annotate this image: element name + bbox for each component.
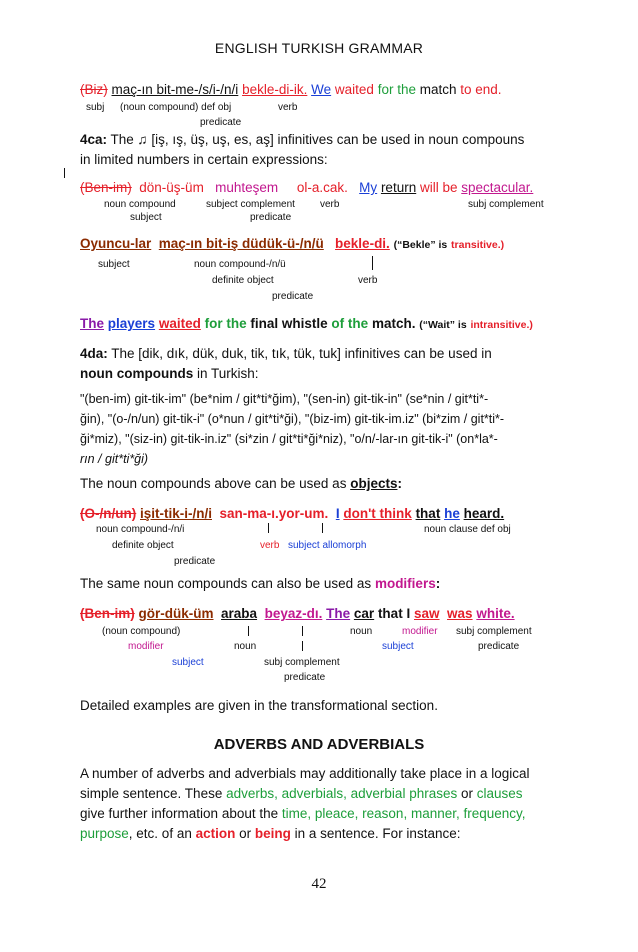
ex1-en-for: for the <box>377 82 416 97</box>
p4da-line4: ğin), "(o-/n/un) git-tik-i" (o*nun / git*ti*ği), "(biz-im) git-tik-im.iz" (bi*zim / git*ti*- <box>80 412 505 426</box>
ex3-bekle: bekle-di. <box>335 236 390 251</box>
ex2-ben: (Ben-im) <box>80 180 132 195</box>
ex6-label-sc2: subj complement <box>264 657 340 668</box>
ex6-beyaz: beyaz-dı. <box>264 606 323 621</box>
p4da-line6: rın / git*ti*ği) <box>80 452 149 466</box>
p4da-line5: ği*miz), "(siz-in) git-tik-in.iz" (si*zin / git*ti*ği*niz), "o/n/-lar-ın git-tik-i" (on*la*- <box>80 432 498 446</box>
example-6-sentence <box>80 606 515 621</box>
modifiers-word: modifiers <box>374 576 436 591</box>
ex6-the: The <box>326 606 351 621</box>
ex5-that: that <box>415 506 441 521</box>
ex2-muh: muhteşem <box>215 180 279 195</box>
objects-line <box>80 476 402 491</box>
ex4-for: for the <box>204 316 247 331</box>
adv-l4b: , etc. of an <box>128 826 196 841</box>
ex5-dont: don't think <box>343 506 412 521</box>
ex5-san: san-ma-ı.yor-um. <box>219 506 329 521</box>
ex1-en-match: match <box>419 82 457 97</box>
ex4-waited: waited <box>158 316 201 331</box>
section-title: ADVERBS AND ADVERBIALS <box>213 736 425 753</box>
p4ca-line2: in limited numbers in certain expressions: <box>80 152 328 167</box>
objects-word: objects <box>350 476 398 491</box>
ex3-label-subj: subject <box>98 259 130 270</box>
modifiers-colon: : <box>435 576 441 591</box>
example-5-sentence <box>80 506 504 521</box>
ex6-car: car <box>353 606 375 621</box>
p4da-label: 4da: <box>80 346 108 361</box>
ex6-that: that <box>377 606 403 621</box>
ex6-label-sc: subj complement <box>456 626 532 637</box>
ex6-saw: saw <box>413 606 440 621</box>
modifiers-line <box>80 576 440 591</box>
ex6-araba: araba <box>221 606 258 621</box>
adv-l4a: purpose <box>80 826 129 841</box>
p4da-l2b: noun compounds <box>80 366 194 381</box>
ex1-label-subj: subj <box>86 102 105 113</box>
ex5-label-sa: subject allomorph <box>288 540 367 551</box>
adv-l2c: or <box>457 786 477 801</box>
adv-line3 <box>80 806 526 821</box>
ex5-heard: heard. <box>463 506 505 521</box>
ex2-label-nc: noun compound <box>104 199 176 210</box>
objects-text: The noun compounds above can be used as <box>80 476 351 491</box>
ex6-separator-1 <box>248 626 249 636</box>
p4da-l1: The [dik, dık, dük, duk, tik, tık, tük, tuk] infinitives can be used in <box>111 346 492 361</box>
objects-colon: : <box>397 476 402 491</box>
ex5-o: (O-/n/un) <box>80 506 137 521</box>
adv-l4e: being <box>254 826 291 841</box>
adv-l2a: simple sentence. These <box>80 786 227 801</box>
ex6-was: was <box>447 606 473 621</box>
ex3-note2: transitive.) <box>451 239 505 251</box>
p4da-line3: "(ben-im) git-tik-im" (be*nim / git*ti*ğim), "(sen-in) git-tik-in" (se*nin / git*ti*- <box>80 392 489 406</box>
ex4-match: match. <box>371 316 416 331</box>
example-3-sentence <box>80 236 504 251</box>
ex2-spec: spectacular. <box>461 180 534 195</box>
adv-l2b: adverbs, adverbials, adverbial phrases <box>226 786 458 801</box>
p4da-l2: in Turkish: <box>193 366 259 381</box>
ex6-label-noun: noun <box>350 626 373 637</box>
example-1-sentence <box>80 82 502 97</box>
ex5-separator-2 <box>322 523 323 533</box>
running-header: ENGLISH TURKISH GRAMMAR <box>214 40 424 56</box>
ex2-wb: will be <box>419 180 458 195</box>
ex6-label-pred2: predicate <box>284 672 326 683</box>
ex3-separator <box>372 256 373 270</box>
ex2-don: dön-üş-üm <box>139 180 204 195</box>
adv-l4d: or <box>235 826 255 841</box>
modifiers-text: The same noun compounds can also be used as <box>80 576 375 591</box>
ex2-my: My <box>359 180 378 195</box>
ex6-white: white. <box>476 606 515 621</box>
ex5-he: he <box>444 506 460 521</box>
adv-l2d: clauses <box>476 786 523 801</box>
ex5-label-ncd: noun clause def obj <box>424 524 511 535</box>
margin-mark <box>64 168 65 178</box>
ex2-label-subj: subject <box>130 212 162 223</box>
ex3-label-verb: verb <box>358 275 378 286</box>
ex6-i: I <box>406 606 411 621</box>
adv-l4c: action <box>195 826 236 841</box>
ex6-gor: gör-dük-üm <box>138 606 214 621</box>
ex2-label-sc: subject complement <box>206 199 295 210</box>
ex2-ol: ol-a.cak. <box>296 180 348 195</box>
ex6-label-nc: (noun compound) <box>102 626 181 637</box>
ex3-mac: maç-ın bit-iş düdük-ü-/n/ü <box>158 236 324 251</box>
ex6-separator-3 <box>302 641 303 651</box>
adv-line1: A number of adverbs and adverbials may additionally take place in a logical <box>80 766 530 781</box>
p4ca-line1 <box>80 132 524 147</box>
ex4-the: The <box>80 316 105 331</box>
adv-l3a: give further information about the <box>80 806 282 821</box>
ex5-label-verb: verb <box>260 540 280 551</box>
ex6-label-mod: modifier <box>402 626 438 637</box>
p4da-line2 <box>80 366 259 381</box>
ex3-note1: (“Bekle” is <box>393 239 448 251</box>
ex6-label-mod2: modifier <box>128 641 164 652</box>
ex5-label-nc: noun compound-/n/i <box>96 524 185 535</box>
ex4-of: of the <box>331 316 369 331</box>
ex2-label-verb: verb <box>320 199 340 210</box>
ex6-separator-2 <box>302 626 303 636</box>
ex1-en-we: We <box>311 82 332 97</box>
ex5-isit: işit-tik-i-/n/i <box>140 506 212 521</box>
ex6-label-noun2: noun <box>234 641 257 652</box>
ex4-players: players <box>107 316 156 331</box>
ex6-ben: (Ben-im) <box>80 606 135 621</box>
ex1-label-nc: (noun compound) def obj <box>120 102 232 113</box>
ex1-en-waited: waited <box>334 82 374 97</box>
ex1-label-pred: predicate <box>200 117 242 128</box>
ex1-en-toend: to end. <box>460 82 502 97</box>
ex5-separator-1 <box>268 523 269 533</box>
p4da-line1 <box>80 346 492 361</box>
ex1-mac: maç-ın bit-me-/s/i-/n/i <box>111 82 239 97</box>
ex3-oyun: Oyuncu-lar <box>80 236 152 251</box>
example-2-sentence <box>80 180 533 195</box>
page-number: 42 <box>311 876 327 892</box>
ex3-label-nc: noun compound-/n/ü <box>194 259 286 270</box>
ex5-label-def: definite object <box>112 540 174 551</box>
ex6-label-subj: subject <box>382 641 414 652</box>
ex3-label-def: definite object <box>212 275 274 286</box>
adv-line2 <box>80 786 523 801</box>
ex2-label-pred: predicate <box>250 212 292 223</box>
ex6-label-pred: predicate <box>478 641 520 652</box>
ex5-i: I <box>335 506 340 521</box>
ex4-note2: intransitive.) <box>470 319 533 331</box>
ex5-label-pred: predicate <box>174 556 216 567</box>
ex6-label-subj2: subject <box>172 657 204 668</box>
adv-l4f: in a sentence. For instance: <box>290 826 461 841</box>
ex2-label-subjc: subj complement <box>468 199 544 210</box>
p4ca-label: 4ca: <box>80 132 108 147</box>
ex1-label-verb: verb <box>278 102 298 113</box>
ex2-ret: return <box>380 180 417 195</box>
example-4-sentence <box>80 316 533 331</box>
ex3-label-pred: predicate <box>272 291 314 302</box>
detailed-note: Detailed examples are given in the transformational section. <box>80 698 438 713</box>
ex4-final: final whistle <box>250 316 328 331</box>
ex4-note1: (“Wait” is <box>419 319 467 331</box>
adv-l3b: time, pleace, reason, manner, frequency, <box>281 806 526 821</box>
adv-line4 <box>80 826 460 841</box>
ex1-biz: (Biz) <box>80 82 108 97</box>
p4ca-text1: The ♫ [iş, ış, üş, uş, es, aş] infinitives can be used in noun compouns <box>110 132 525 147</box>
ex1-bekle: bekle-di-ik. <box>242 82 308 97</box>
